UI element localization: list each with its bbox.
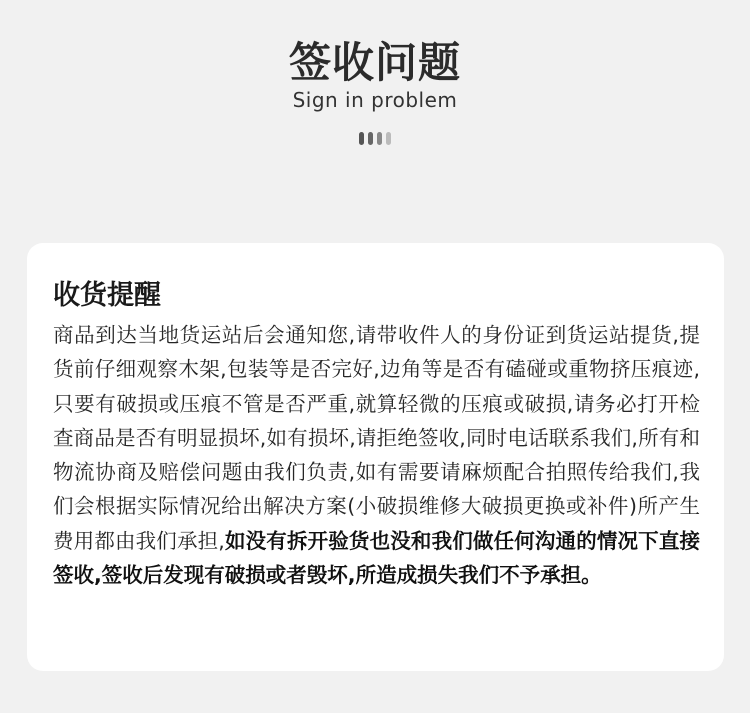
notice-body-text: 商品到达当地货运站后会通知您,请带收件人的身份证到货运站提货,提货前仔细观察木架,包装等是否完好,边角等是否有磕碰或重物挤压痕迹,只要有破损或压痕不管是否严重,就算轻微的压痕或破损,请务必打开检查商品是否有明显损坏,如有损坏,请拒绝签收,同时电话联系我们,所有和物流协商及赔偿问题由我们负责,如有需要请麻烦配合拍照传给我们,我们会根据实际情况给出解决方案(小破损维修大破损更换或补件)所产生费用都由我们承担, (53, 323, 700, 553)
decorative-dots (0, 132, 750, 145)
notice-title: 收货提醒 (53, 280, 161, 311)
notice-card (27, 243, 724, 671)
dot-2 (368, 132, 373, 145)
dot-3 (377, 132, 382, 145)
notice-body (53, 318, 700, 592)
notice-body-emphasis: 如没有拆开验货也没和我们做任何沟通的情况下直接签收,签收后发现有破损或者毁坏,所造成损失我们不予承担。 (53, 528, 700, 588)
section-subtitle: Sign in problem (292, 88, 458, 112)
dot-1 (359, 132, 364, 145)
dot-4 (386, 132, 391, 145)
section-header (0, 36, 750, 145)
section-title: 签收问题 (288, 38, 461, 87)
